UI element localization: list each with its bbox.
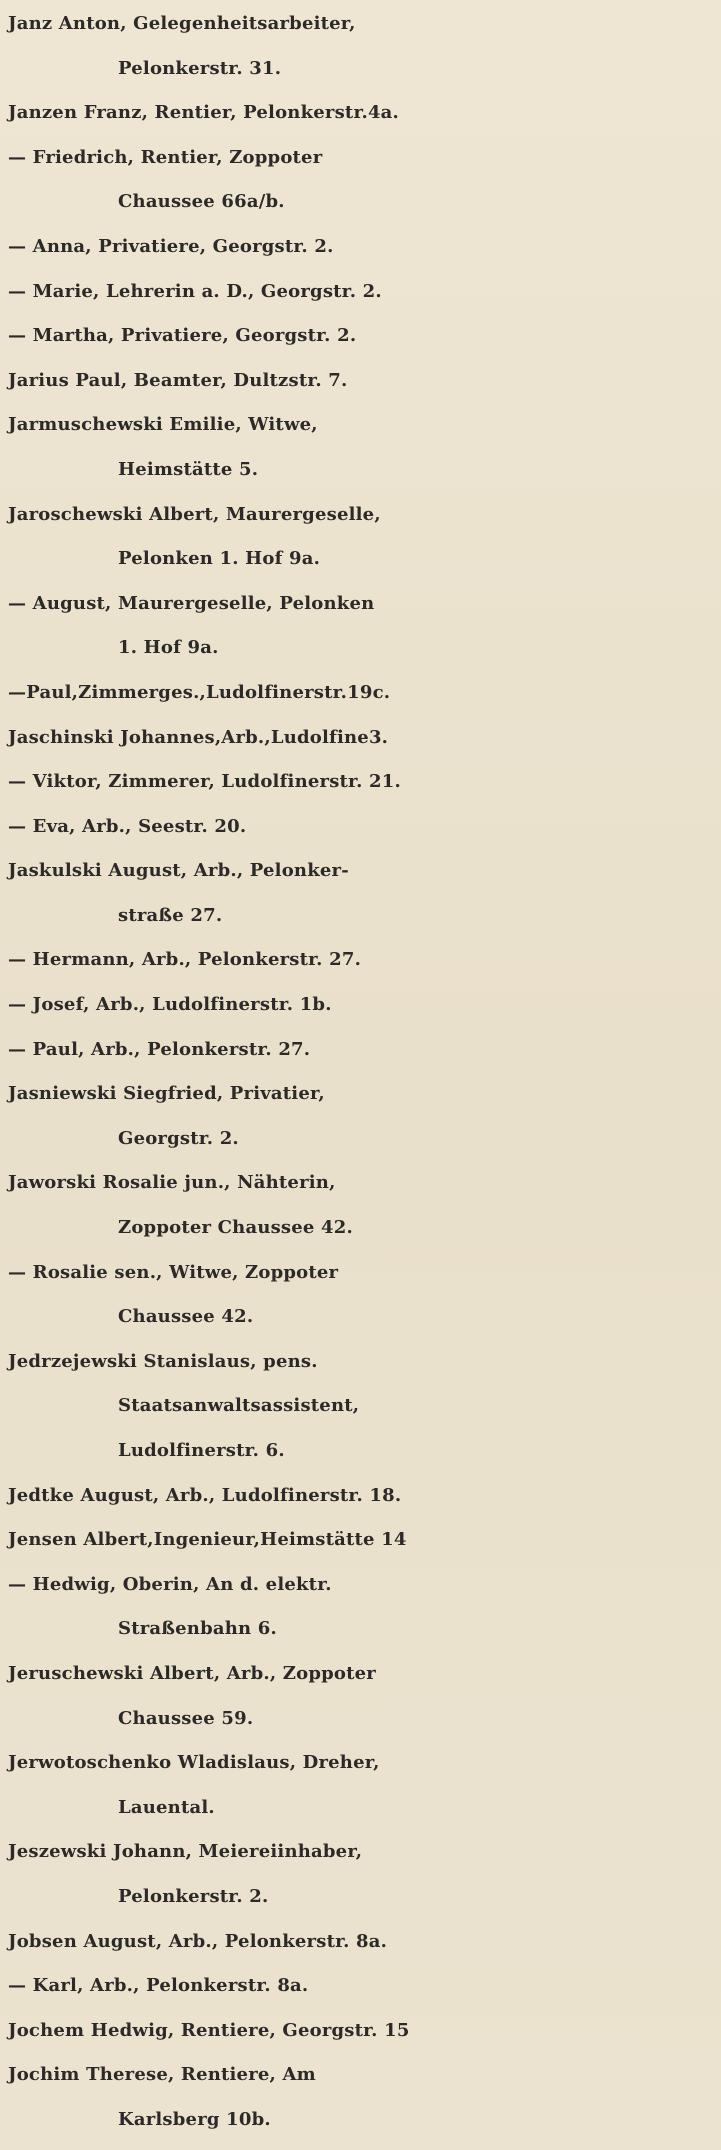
entry-line: Jarmuschewski Emilie, Witwe,: [8, 414, 318, 436]
entry-line: — Friedrich, Rentier, Zoppoter: [8, 146, 323, 168]
entry-line: Jeszewski Johann, Meiereiinhaber,: [8, 1841, 363, 1863]
entry-line: — August, Maurergeselle, Pelonken: [8, 592, 375, 614]
entry-continuation-line: Heimstätte 5.: [118, 458, 259, 480]
entry-continuation-line: Chaussee 42.: [118, 1306, 254, 1328]
entry-continuation-line: Pelonkerstr. 2.: [118, 1885, 269, 1907]
entry-line: Jedrzejewski Stanislaus, pens.: [8, 1350, 318, 1372]
entry-continuation-line: Pelonkerstr. 31.: [118, 57, 282, 79]
entry-line: — Rosalie sen., Witwe, Zoppoter: [8, 1261, 339, 1283]
entry-continuation-line: Chaussee 59.: [118, 1707, 254, 1729]
entry-continuation-line: Lauental.: [118, 1796, 215, 1818]
entry-continuation-line: Georgstr. 2.: [118, 1127, 239, 1149]
entry-line: Jedtke August, Arb., Ludolfinerstr. 18.: [8, 1484, 402, 1506]
entry-line: Jaroschewski Albert, Maurergeselle,: [8, 503, 381, 525]
entry-line: — Anna, Privatiere, Georgstr. 2.: [8, 235, 334, 257]
entry-line: — Martha, Privatiere, Georgstr. 2.: [8, 325, 357, 347]
entry-line: — Viktor, Zimmerer, Ludolfinerstr. 21.: [8, 771, 401, 793]
entry-line: Jaworski Rosalie jun., Nähterin,: [8, 1172, 336, 1194]
entry-continuation-line: Karlsberg 10b.: [118, 2108, 271, 2130]
entry-line: — Hermann, Arb., Pelonkerstr. 27.: [8, 949, 362, 971]
entry-continuation-line: Chaussee 66a/b.: [118, 191, 285, 213]
entry-line: Janz Anton, Gelegenheitsarbeiter,: [8, 13, 356, 34]
entry-line: — Paul, Arb., Pelonkerstr. 27.: [8, 1038, 311, 1060]
entry-line: — Josef, Arb., Ludolfinerstr. 1b.: [8, 994, 332, 1016]
entry-continuation-line: Ludolfinerstr. 6.: [118, 1440, 285, 1461]
entry-continuation-line: Staatsanwaltsassistent,: [118, 1395, 360, 1417]
entry-line: —Paul,Zimmerges.,Ludolfinerstr.19c.: [8, 681, 391, 703]
entry-line: — Eva, Arb., Seestr. 20.: [8, 815, 247, 837]
entry-line: — Marie, Lehrerin a. D., Georgstr. 2.: [8, 280, 382, 302]
entry-line: Jasniewski Siegfried, Privatier,: [8, 1083, 325, 1105]
entry-line: — Hedwig, Oberin, An d. elektr.: [8, 1573, 332, 1595]
entry-line: Jerwotoschenko Wladislaus, Dreher,: [8, 1752, 380, 1774]
entry-continuation-line: straße 27.: [118, 904, 223, 926]
entry-line: — Karl, Arb., Pelonkerstr. 8a.: [8, 1975, 309, 1997]
entry-line: Janzen Franz, Rentier, Pelonkerstr.4a.: [8, 102, 399, 124]
entry-line: Jensen Albert,Ingenieur,Heimstätte 14: [8, 1529, 407, 1551]
entry-continuation-line: Straßenbahn 6.: [118, 1618, 277, 1640]
entry-line: Jobsen August, Arb., Pelonkerstr. 8a.: [8, 1930, 388, 1952]
address-entry-list: [0, 2, 721, 2143]
entry-line: Jochim Therese, Rentiere, Am: [8, 2064, 316, 2086]
entry-line: Jarius Paul, Beamter, Dultzstr. 7.: [8, 369, 348, 391]
entry-line: Jaskulski August, Arb., Pelonker-: [8, 860, 349, 882]
entry-line: Jochem Hedwig, Rentiere, Georgstr. 15: [8, 2019, 410, 2041]
entry-line: Jaschinski Johannes,Arb.,Ludolfine3.: [8, 726, 389, 748]
entry-line: Jeruschewski Albert, Arb., Zoppoter: [8, 1662, 376, 1684]
entry-continuation-line: Pelonken 1. Hof 9a.: [118, 548, 321, 570]
entry-continuation-line: Zoppoter Chaussee 42.: [118, 1217, 353, 1239]
entry-continuation-line: 1. Hof 9a.: [118, 637, 219, 659]
